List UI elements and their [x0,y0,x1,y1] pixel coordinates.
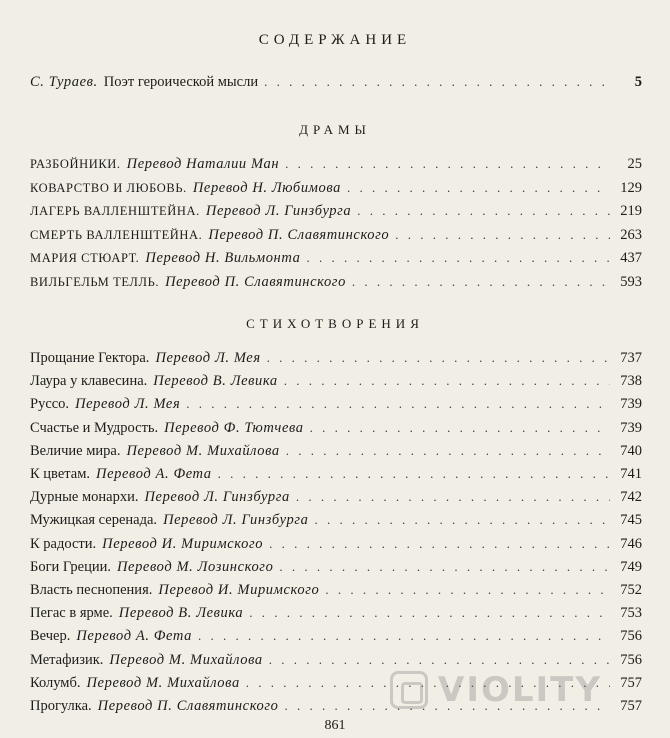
entry-page: 739 [620,419,642,436]
dot-leader [269,652,610,668]
dot-leader [347,180,610,196]
entry-title: Вечер. [30,628,71,645]
dot-leader [357,203,610,219]
dot-leader [186,396,610,412]
dot-leader [284,373,610,389]
toc-entry [30,274,642,294]
entry-translator: Перевод А. Фета [76,628,192,645]
entry-translator: Перевод П. Славятинского [97,698,279,714]
entry-translator: Перевод Л. Мея [155,350,261,366]
toc-entry [30,156,642,176]
dot-leader [279,559,610,575]
entry-title: КОВАРСТВО И ЛЮБОВЬ. [30,180,187,195]
poems-heading: СТИХОТВОРЕНИЯ [246,316,424,331]
entry-page: 437 [620,250,642,266]
entry-page: 756 [620,628,642,645]
entry-page: 741 [620,466,642,482]
entry-page: 739 [620,396,642,413]
entry-title: Колумб. [30,674,81,691]
entry-translator: Перевод Л. Гинзбурга [163,512,309,529]
entry-title: Дурные монархи. [30,489,139,506]
entry-page: 753 [620,605,642,622]
entry-page: 737 [620,350,642,366]
contents-heading: СОДЕРЖАНИЕ [258,32,412,48]
toc-entry [30,582,642,602]
dot-leader [296,489,610,505]
entry-page: 263 [620,226,642,243]
entry-translator: Перевод Л. Гинзбурга [205,203,352,219]
entry-page: 749 [620,558,642,575]
watermark-text: VIOLITY [438,670,602,710]
entry-title: ЛАГЕРЬ ВАЛЛЕНШТЕЙНА. [30,204,200,218]
toc-entry [30,536,642,556]
toc-entry [30,489,642,509]
entry-title: Метафизик. [30,651,104,668]
toc-entry [30,420,642,440]
entry-page: 746 [620,535,642,552]
entry-translator: Перевод Н. Вильмонта [145,250,301,266]
toc-entry [30,180,642,200]
entry-translator: Перевод Ф. Тютчева [164,419,304,436]
dot-leader [249,605,610,621]
entry-title: РАЗБОЙНИКИ. [30,157,121,171]
entry-title: МАРИЯ СТЮАРТ. [30,251,140,265]
watermark [390,668,660,712]
entry-translator: Перевод Наталии Ман [126,156,280,172]
entry-page: 738 [620,373,642,390]
intro-page: 5 [634,74,642,90]
dot-leader [325,582,610,598]
entry-translator: Перевод Н. Любимова [192,179,342,196]
toc-entry [30,250,642,270]
entry-translator: Перевод В. Левика [153,373,278,390]
toc-entry [30,605,642,625]
entry-translator: Перевод А. Фета [96,466,212,482]
toc-entry [30,466,642,486]
toc-entry [30,512,642,532]
entry-page: 756 [620,651,642,668]
entry-translator: Перевод Л. Гинзбурга [144,489,290,506]
entry-translator: Перевод И. Миримского [102,535,264,552]
dot-leader [306,250,610,266]
entry-title: Боги Греции. [30,558,111,575]
dramas-heading: ДРАМЫ [299,122,371,137]
entry-title: ВИЛЬГЕЛЬМ ТЕЛЛЬ. [30,274,160,289]
dot-leader [395,227,610,243]
entry-page: 129 [620,179,642,196]
entry-page: 740 [620,442,642,459]
entry-page: 593 [620,273,642,290]
entry-title: Счастье и Мудрость. [30,419,159,436]
entry-translator: Перевод Л. Мея [75,396,181,413]
toc-entry [30,203,642,223]
dot-leader [264,74,610,90]
dot-leader [198,628,610,644]
entry-title: Прощание Гектора. [30,350,150,366]
entry-translator: Перевод В. Левика [118,605,244,622]
toc-entry [30,350,642,370]
watermark-logo-icon [390,671,428,709]
toc-entry [30,227,642,247]
intro-entry [30,74,642,94]
entry-translator: Перевод П. Славятинского [208,226,390,243]
entry-title: Пегас в ярме. [30,605,113,622]
entry-title: СМЕРТЬ ВАЛЛЕНШТЕЙНА. [30,227,203,242]
entry-title: Руссо. [30,396,70,413]
entry-translator: Перевод М. Михайлова [86,674,240,691]
dot-leader [286,443,610,459]
dot-leader [310,420,610,436]
dot-leader [285,156,610,172]
toc-entry [30,628,642,648]
entry-title: Власть песнопения. [30,582,153,598]
entry-translator: Перевод П. Славятинского [165,273,346,290]
page-number: 861 [324,718,346,733]
intro-title: Поэт героической мысли [103,74,259,90]
dot-leader [267,350,610,366]
entry-translator: Перевод И. Миримского [158,582,320,598]
entry-page: 757 [620,698,642,714]
entry-page: 219 [620,203,642,219]
entry-title: К цветам. [30,466,91,482]
entry-title: Мужицкая серенада. [30,512,158,529]
toc-entry [30,443,642,463]
entry-translator: Перевод М. Михайлова [109,651,263,668]
dot-leader [269,536,610,552]
dot-leader [314,512,610,528]
entry-page: 752 [620,582,642,598]
toc-entry [30,373,642,393]
toc-entry [30,396,642,416]
toc-entry [30,559,642,579]
entry-title: Прогулка. [30,698,92,714]
entry-page: 745 [620,512,642,529]
entry-title: Величие мира. [30,442,121,459]
entry-page: 742 [620,489,642,506]
dot-leader [352,274,610,290]
entry-title: К радости. [30,535,97,552]
entry-translator: Перевод М. Михайлова [126,442,280,459]
intro-author: С. Тураев. [30,74,98,90]
entry-page: 757 [620,674,642,691]
entry-translator: Перевод М. Лозинского [116,558,274,575]
dot-leader [218,466,610,482]
entry-page: 25 [627,156,642,172]
entry-title: Лаура у клавесина. [30,373,148,390]
